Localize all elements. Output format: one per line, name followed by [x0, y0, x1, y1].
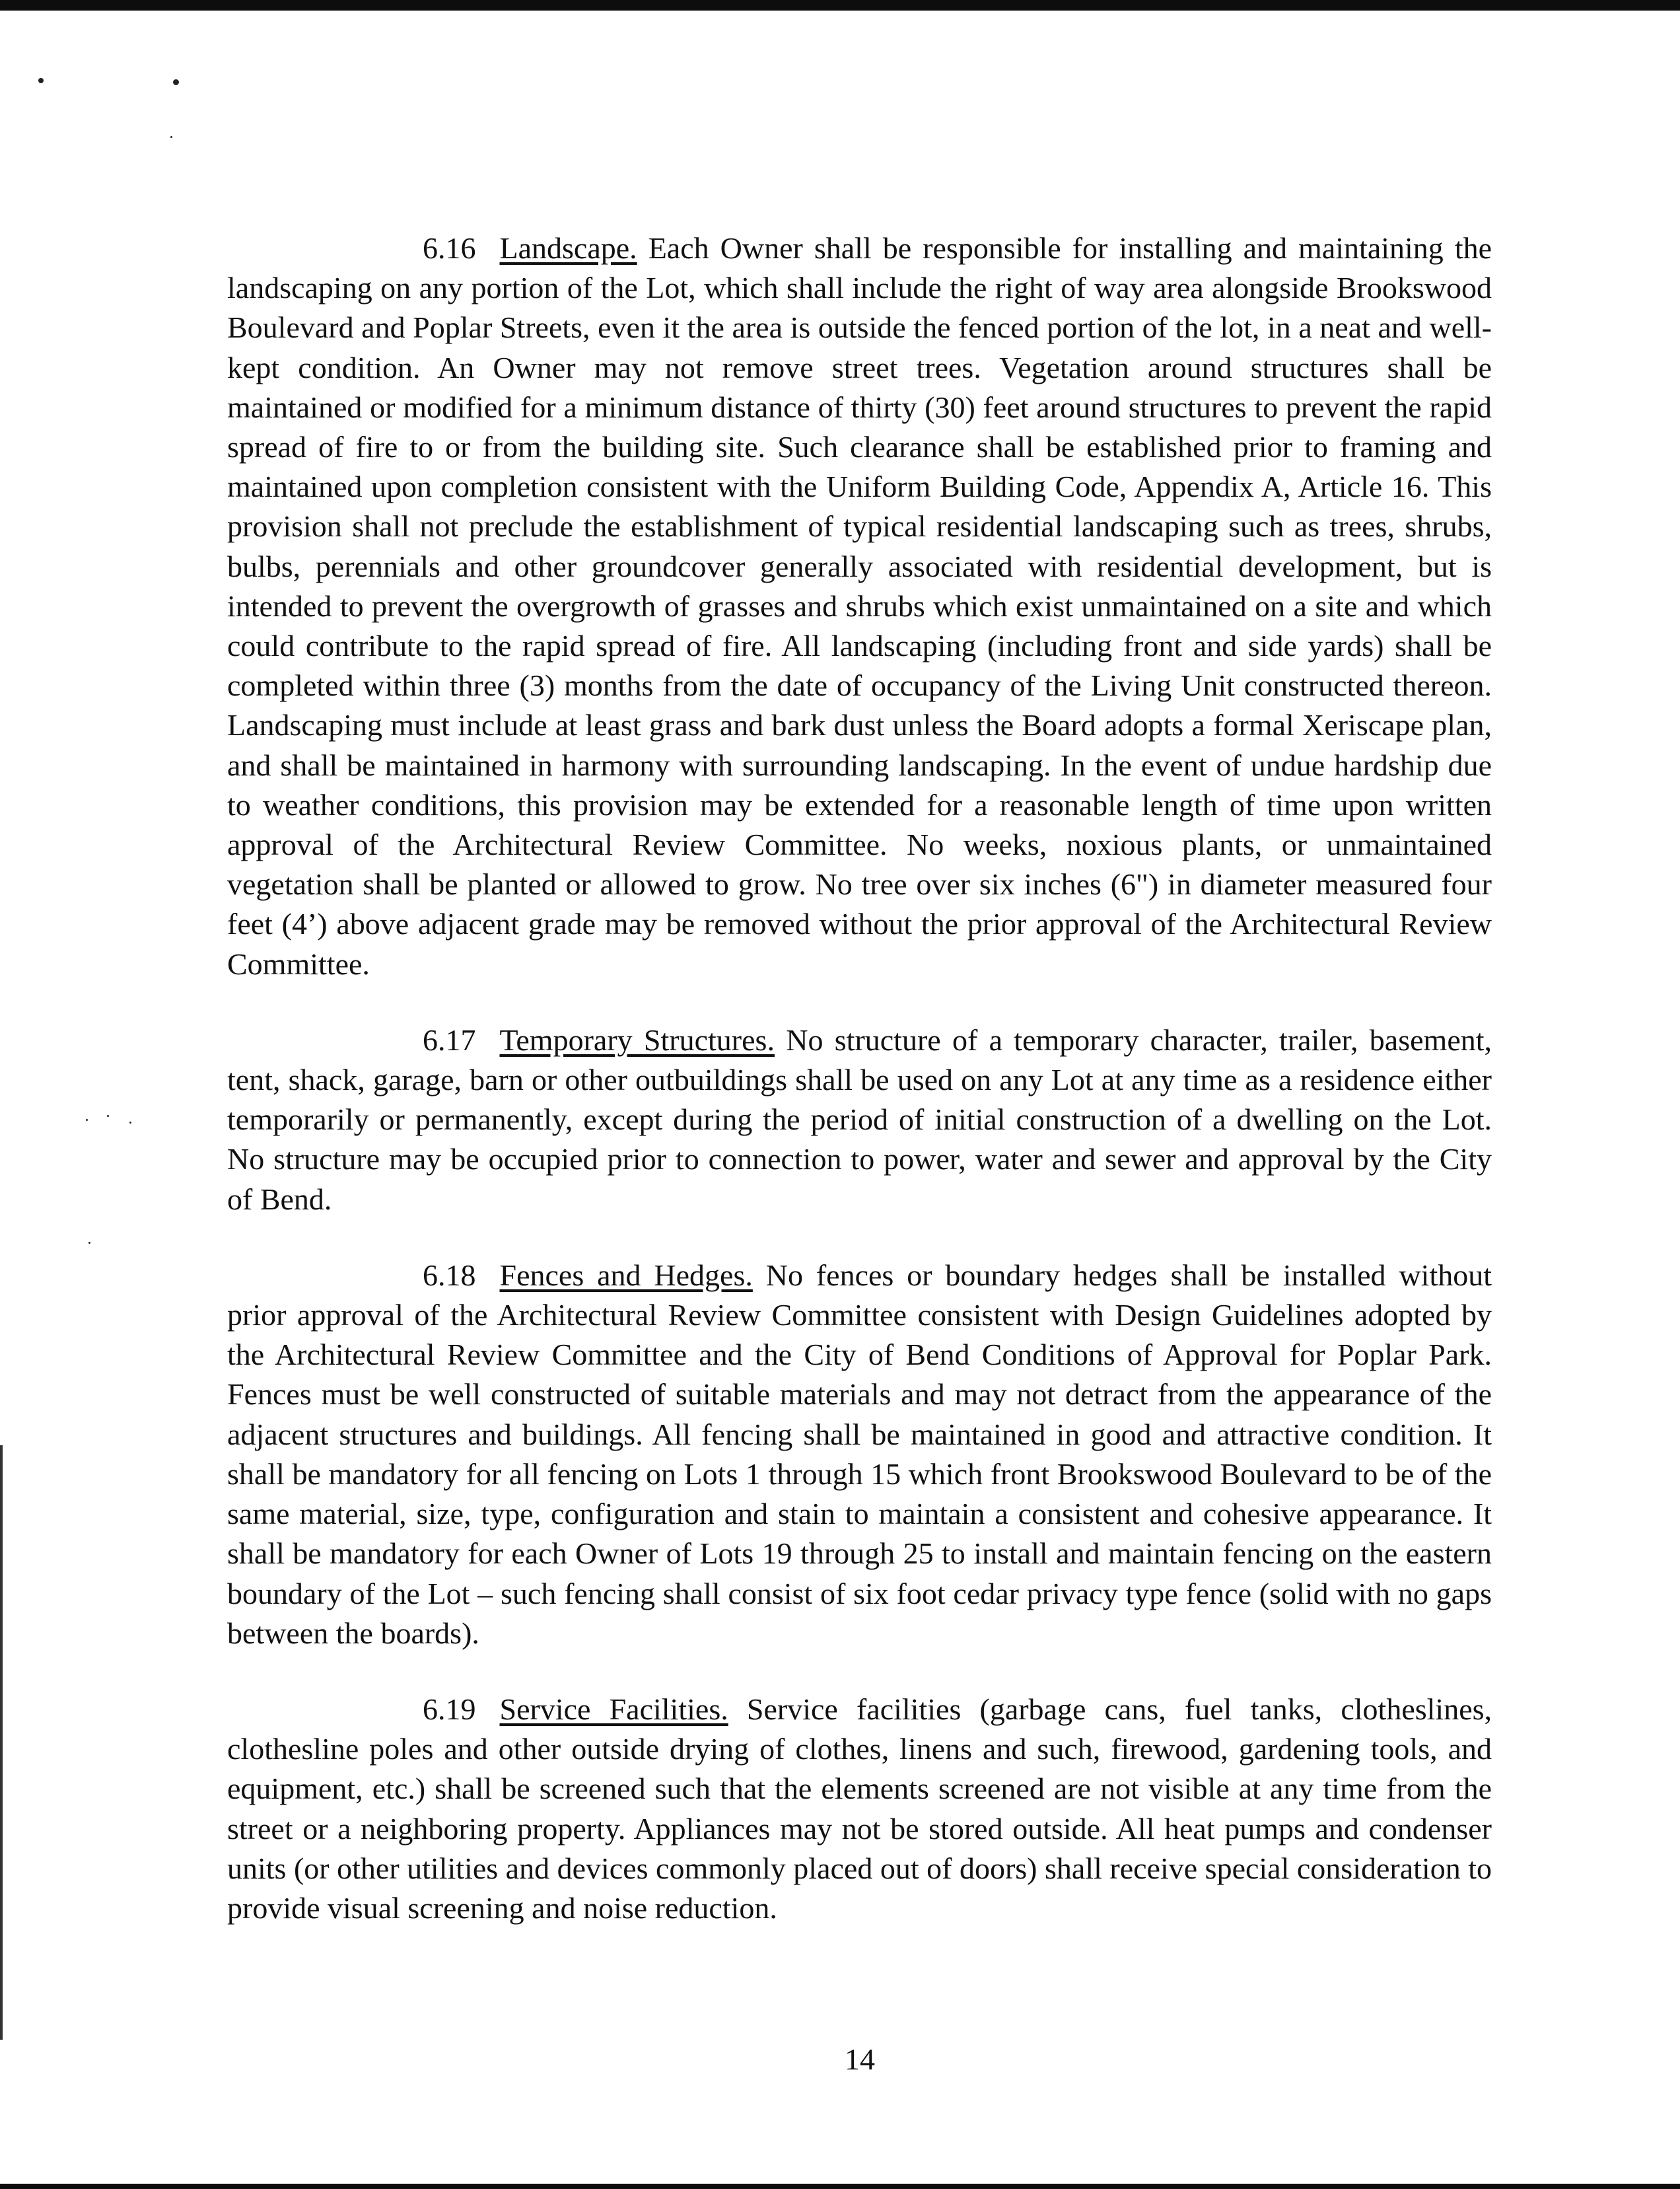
section-6-17	[227, 1021, 1492, 1219]
section-heading: Landscape.	[499, 231, 637, 265]
section-number: 6.18	[423, 1258, 476, 1292]
section-text: Each Owner shall be responsible for installing and maintaining the landscaping on any portion of the Lot, which shall include the right of way area alongside Brookswood Boulevard and Poplar Streets, even it the area is outside the fenced portion of the lot, in a neat and well-kept condition. An Owner may not remove street trees. Vegetation around structures shall be maintained or modified for a minimum distance of thirty (30) feet around structures to prevent the rapid spread of fire to or from the building site. Such clearance shall be established prior to framing and maintained upon completion consistent with the Uniform Building Code, Appendix A, Article 16. This provision shall not preclude the establishment of typical residential landscaping such as trees, shrubs, bulbs, perennials and other groundcover generally associated with residential development, but is intended to prevent the overgrowth of grasses and shrubs which exist unmaintained on a site and which could contribute to the rapid spread of fire. All landscaping (including front and side yards) shall be completed within three (3) months from the date of occupancy of the Living Unit constructed thereon. Landscaping must include at least grass and bark dust unless the Board adopts a formal Xeriscape plan, and shall be maintained in harmony with surrounding landscaping. In the event of undue hardship due to weather conditions, this provision may be extended for a reasonable length of time upon written approval of the Architectural Review Committee. No weeks, noxious plants, or unmaintained vegetation shall be planted or allowed to grow. No tree over six inches (6") in diameter measured four feet (4’) above adjacent grade may be removed without the prior approval of the Architectural Review Committee.	[227, 231, 1492, 981]
scan-speck	[86, 1119, 88, 1121]
scan-speck	[107, 1115, 109, 1117]
section-text: No fences or boundary hedges shall be installed without prior approval of the Architectural Review Committee consistent with Design Guidelines adopted by the Architectural Review Committee and the City of Bend Conditions of Approval for Poplar Park. Fences must be well constructed of suitable materials and may not detract from the appearance of the adjacent structures and buildings. All fencing shall be maintained in good and attractive condition. It shall be mandatory for all fencing on Lots 1 through 15 which front Brookswood Boulevard to be of the same material, size, type, configuration and stain to maintain a consistent and cohesive appearance. It shall be mandatory for each Owner of Lots 19 through 25 to install and maintain fencing on the eastern boundary of the Lot – such fencing shall consist of six foot cedar privacy type fence (solid with no gaps between the boards).	[227, 1258, 1492, 1650]
page-number: 14	[845, 2042, 875, 2076]
section-text: Service facilities (garbage cans, fuel tanks, clotheslines, clothesline poles and other outside drying of clothes, linens and such, firewood, gardening tools, and equipment, etc.) shall be screened such that the elements screened are not visible at any time from the street or a neighboring property. Appliances may not be stored outside. All heat pumps and condenser units (or other utilities and devices commonly placed out of doors) shall receive special consideration to provide visual screening and noise reduction.	[227, 1692, 1492, 1925]
section-heading: Service Facilities.	[499, 1692, 728, 1726]
scan-left-edge	[0, 1445, 3, 2040]
scan-speck	[173, 79, 179, 85]
document-body	[227, 229, 1492, 1928]
scan-top-border	[0, 0, 1680, 11]
scan-speck	[170, 136, 172, 138]
section-heading: Temporary Structures.	[499, 1023, 775, 1057]
section-number: 6.19	[423, 1692, 476, 1726]
section-6-18	[227, 1256, 1492, 1653]
section-text: No structure of a temporary character, trailer, basement, tent, shack, garage, barn or other outbuildings shall be used on any Lot at any time as a residence either temporarily or permanently, except during the period of initial construction of a dwelling on the Lot. No structure may be occupied prior to connection to power, water and sewer and approval by the City of Bend.	[227, 1023, 1492, 1216]
scan-bottom-border	[0, 2184, 1680, 2189]
section-6-19	[227, 1690, 1492, 1928]
section-number: 6.17	[423, 1023, 476, 1057]
section-number: 6.16	[423, 231, 476, 265]
scan-speck	[129, 1122, 131, 1124]
scan-speck	[38, 78, 44, 83]
section-heading: Fences and Hedges.	[499, 1258, 753, 1292]
section-6-16	[227, 229, 1492, 984]
scan-speck	[88, 1242, 90, 1244]
